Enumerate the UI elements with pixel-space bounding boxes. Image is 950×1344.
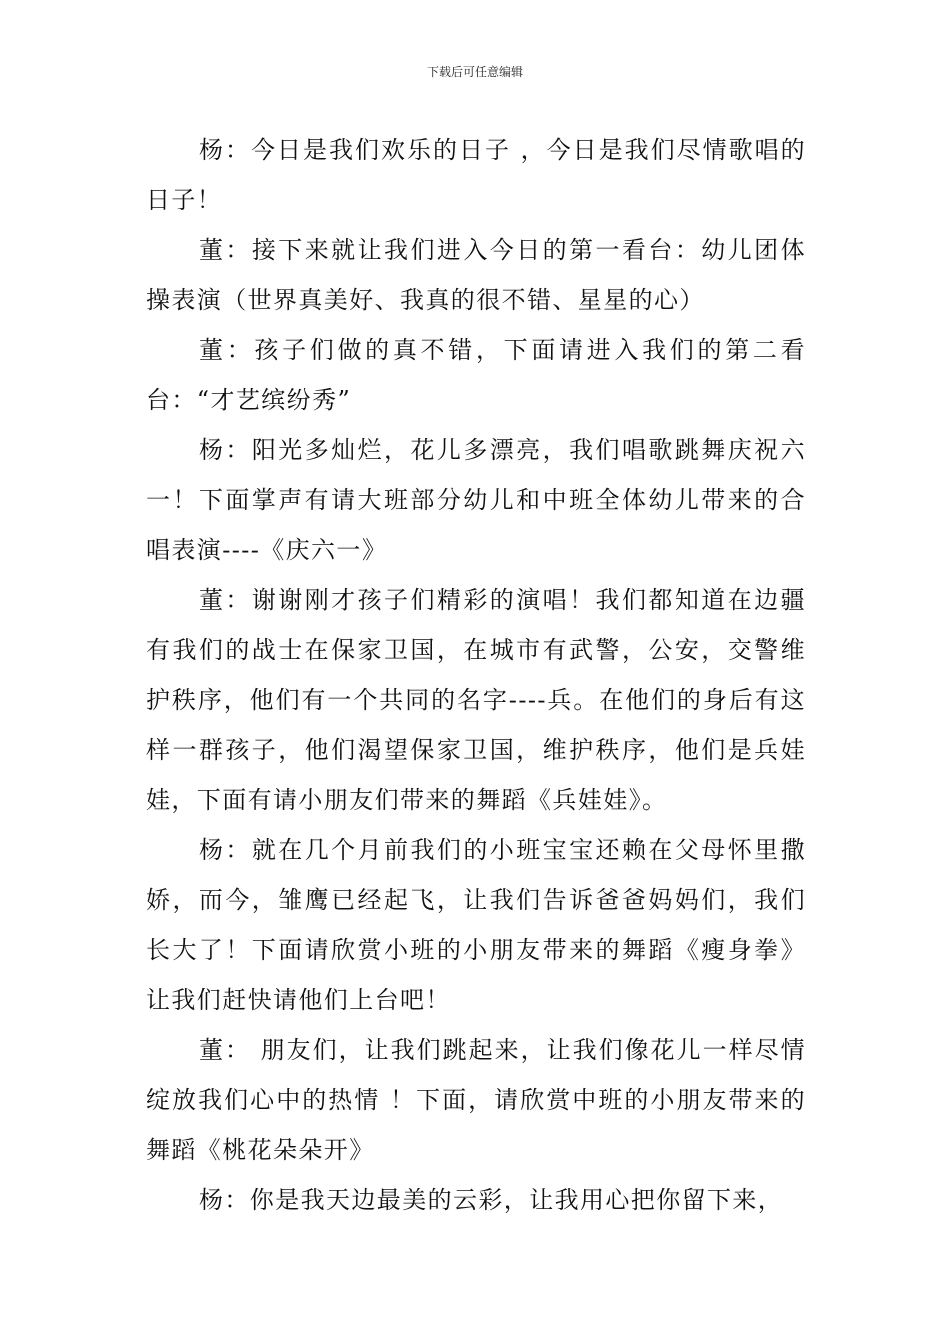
dialogue-paragraph-8: 杨：你是我天边最美的云彩，让我用心把你留下来，	[199, 1186, 784, 1214]
dialogue-paragraph-2: 董：接下来就让我们进入今日的第一看台：幼儿团体操表演（世界真美好、我真的很不错、星星的心）	[146, 236, 806, 314]
dialogue-paragraph-1: 杨：今日是我们欢乐的日子 ，今日是我们尽情歌唱的日子！	[146, 136, 806, 214]
page-header-note: 下载后可任意编辑	[426, 65, 523, 79]
document-body	[146, 125, 806, 1225]
dialogue-paragraph-7: 董： 朋友们，让我们跳起来，让我们像花儿一样尽情绽放我们心中的热情 ！下面，请欣赏中班的小朋友带来的舞蹈《桃花朵朵开》	[146, 1036, 806, 1164]
dialogue-paragraph-6: 杨：就在几个月前我们的小班宝宝还赖在父母怀里撒娇，而今，雏鹰已经起飞，让我们告诉爸爸妈妈们，我们长大了！下面请欣赏小班的小朋友带来的舞蹈《瘦身拳》让我们赶快请他们上台吧！	[146, 836, 806, 1014]
dialogue-paragraph-4: 杨：阳光多灿烂，花儿多漂亮，我们唱歌跳舞庆祝六一！下面掌声有请大班部分幼儿和中班全体幼儿带来的合唱表演----《庆六一》	[146, 436, 806, 564]
dialogue-paragraph-3: 董：孩子们做的真不错，下面请进入我们的第二看台：“才艺缤纷秀”	[146, 336, 806, 414]
dialogue-paragraph-5: 董：谢谢刚才孩子们精彩的演唱！我们都知道在边疆有我们的战士在保家卫国，在城市有武警，公安，交警维护秩序，他们有一个共同的名字----兵。在他们的身后有这样一群孩子，他们渴望保家卫国，维护秩序，他们是兵娃娃，下面有请小朋友们带来的舞蹈《兵娃娃》。	[146, 586, 806, 814]
